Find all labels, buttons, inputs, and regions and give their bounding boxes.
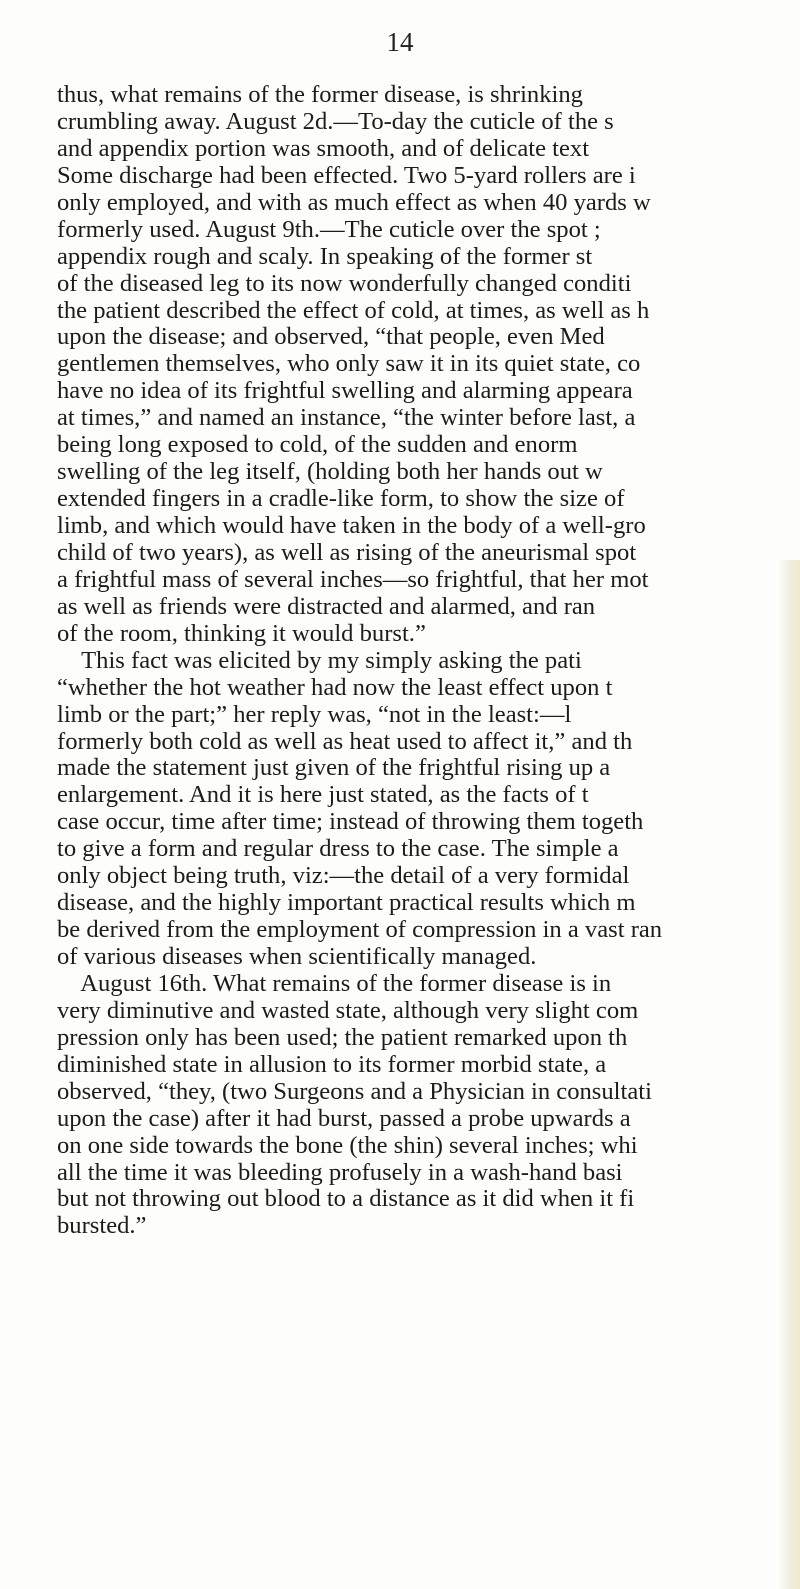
text-line: but not throwing out blood to a distance as it did when it fi [57,1186,635,1213]
text-line: the patient described the effect of cold, at times, as well as h [57,297,650,324]
body-text [57,82,800,1240]
text-line: upon the case) after it had burst, passed a probe upwards a [57,1105,631,1132]
text-line: being long exposed to cold, of the sudden and enorm [57,432,578,459]
text-line: only object being truth, viz:—the detail of a very formidal [57,863,630,890]
text-line: made the statement just given of the frightful rising up a [57,755,611,782]
text-line: observed, “they, (two Surgeons and a Physician in consultati [57,1078,652,1105]
text-line: enlargement. And it is here just stated, as the facts of t [57,782,589,809]
text-line: have no idea of its frightful swelling and alarming appeara [57,378,633,405]
text-line: only employed, and with as much effect as when 40 yards w [57,189,651,216]
text-line: appendix rough and scaly. In speaking of the former st [57,243,593,270]
text-line: be derived from the employment of compression in a vast ran [57,917,663,944]
text-line: “whether the hot weather had now the least effect upon t [57,674,613,701]
text-line: child of two years), as well as rising of the aneurismal spot [57,539,637,566]
text-line: bursted.” [57,1213,147,1240]
text-line: gentlemen themselves, who only saw it in its quiet state, co [57,351,641,378]
text-line: a frightful mass of several inches—so frightful, that her mot [57,566,649,593]
text-line: swelling of the leg itself, (holding both her hands out w [57,459,603,486]
text-line: very diminutive and wasted state, although very slight com [57,997,639,1024]
text-line: upon the disease; and observed, “that people, even Med [57,324,605,351]
text-line: of the room, thinking it would burst.” [57,620,426,647]
text-line: diminished state in allusion to its former morbid state, a [57,1051,607,1078]
text-line: pression only has been used; the patient remarked upon th [57,1024,628,1051]
text-line: This fact was elicited by my simply asking the pati [57,647,582,674]
text-line: formerly both cold as well as heat used to affect it,” and th [57,728,633,755]
text-line: all the time it was bleeding profusely in a wash-hand basi [57,1159,623,1186]
text-line: August 16th. What remains of the former disease is in [57,970,612,997]
text-line: thus, what remains of the former disease, is shrinking [57,82,583,108]
text-line: extended fingers in a cradle-like form, to show the size of [57,486,625,513]
text-line: of various diseases when scientifically managed. [57,944,537,970]
text-line: case occur, time after time; instead of throwing them togeth [57,809,644,836]
text-line: disease, and the highly important practical results which m [57,890,636,917]
text-line: limb, and which would have taken in the body of a well-gro [57,513,646,539]
text-line: of the diseased leg to its now wonderfully changed conditi [57,270,632,297]
text-line: and appendix portion was smooth, and of delicate text [57,135,590,162]
text-line: Some discharge had been effected. Two 5-yard rollers are i [57,162,636,189]
text-line: on one side towards the bone (the shin) several inches; whi [57,1132,638,1159]
text-line: to give a form and regular dress to the case. The simple a [57,836,619,863]
text-line: as well as friends were distracted and alarmed, and ran [57,593,596,620]
page-number: 14 [386,27,414,57]
text-line: at times,” and named an instance, “the winter before last, a [57,405,636,432]
text-line: formerly used. August 9th.—The cuticle over the spot ; [57,216,601,243]
text-line: crumbling away. August 2d.—To-day the cuticle of the s [57,108,614,135]
text-line: limb or the part;” her reply was, “not in the least:—l [57,701,572,728]
